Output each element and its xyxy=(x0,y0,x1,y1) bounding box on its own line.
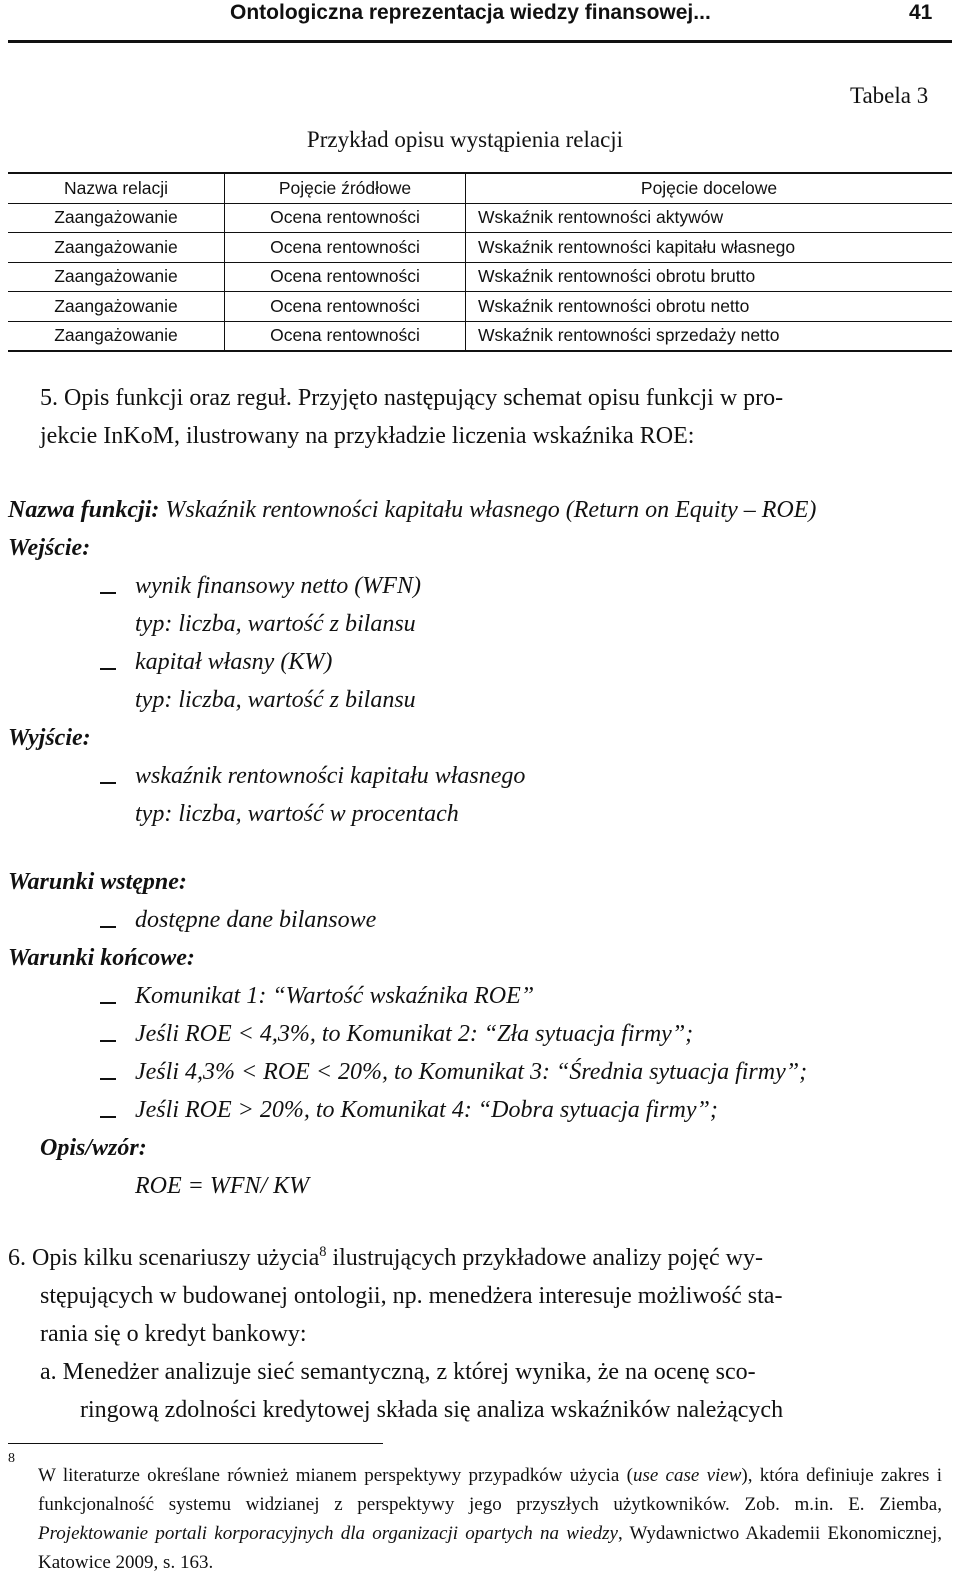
formula-label: Opis/wzór: xyxy=(40,1135,147,1161)
header-rule xyxy=(8,40,952,43)
table-cell: Zaangażowanie xyxy=(8,321,225,351)
postcondition-1: Komunikat 1: “Wartość wskaźnika ROE” xyxy=(135,983,535,1009)
table-header-row xyxy=(8,173,952,203)
section5-line1: 5. Opis funkcji oraz reguł. Przyjęto następujący schemat opisu funkcji w pro- xyxy=(40,385,784,411)
table-cell: Zaangażowanie xyxy=(8,233,225,263)
list-dash xyxy=(100,668,116,670)
section6-line2: stępujących w budowanej ontologii, np. menedżera interesuje możliwość sta- xyxy=(40,1283,783,1309)
postcondition-4: Jeśli ROE > 20%, to Komunikat 4: “Dobra sytuacja firmy”; xyxy=(135,1097,718,1123)
input-item-2: kapitał własny (KW) xyxy=(135,649,333,675)
table-cell: Zaangażowanie xyxy=(8,292,225,322)
table-caption: Przykład opisu wystąpienia relacji xyxy=(306,127,624,152)
table-cell: Wskaźnik rentowności kapitału własnego xyxy=(466,233,953,263)
input-label: Wejście: xyxy=(8,535,91,561)
output-item-1-type: typ: liczba, wartość w procentach xyxy=(135,801,459,827)
section6-line1-end: ilustrujących przykładowe analizy pojęć wy- xyxy=(326,1245,763,1271)
footnote-text-c: ), która definiuje zakres i funkcjonalność systemu widzianej z perspektywy jego przyszłych użytkowników. Zob. m.in. E. Ziemba, xyxy=(38,1465,942,1515)
table-header-cell: Pojęcie docelowe xyxy=(466,173,953,203)
footnote-rule xyxy=(8,1443,383,1444)
page-number: 41 xyxy=(909,1,933,24)
formula: ROE = WFN/ KW xyxy=(135,1173,310,1199)
list-dash xyxy=(100,782,116,784)
input-item-1: wynik finansowy netto (WFN) xyxy=(135,573,421,599)
section6-item-a-line1: a. Menedżer analizuje sieć semantyczną, z której wynika, że na ocenę sco- xyxy=(40,1359,756,1385)
section6-line3: rania się o kredyt bankowy: xyxy=(40,1321,307,1347)
precondition-1: dostępne dane bilansowe xyxy=(135,907,377,933)
function-name-label: Nazwa funkcji: xyxy=(8,497,160,523)
postconditions-label: Warunki końcowe: xyxy=(8,945,195,971)
table-header-cell: Nazwa relacji xyxy=(8,173,225,203)
section6-line1 xyxy=(8,1245,763,1272)
running-header xyxy=(0,0,960,30)
input-item-1-type: typ: liczba, wartość z bilansu xyxy=(135,611,416,637)
output-item-1: wskaźnik rentowności kapitału własnego xyxy=(135,763,526,789)
list-dash xyxy=(100,1040,116,1042)
table-cell: Ocena rentowności xyxy=(225,292,466,322)
table-cell: Ocena rentowności xyxy=(225,233,466,263)
section6-item-a-line2: ringową zdolności kredytowej składa się analiza wskaźników należących xyxy=(80,1397,784,1423)
footnote-text xyxy=(38,1461,942,1577)
function-name-line xyxy=(8,497,816,524)
running-header-title: Ontologiczna reprezentacja wiedzy finansowej... xyxy=(230,1,711,24)
section6-line1-start: 6. Opis kilku scenariuszy użycia xyxy=(8,1245,320,1271)
table-header-cell: Pojęcie źródłowe xyxy=(225,173,466,203)
section5-line2: jekcie InKoM, ilustrowany na przykładzie liczenia wskaźnika ROE: xyxy=(40,423,695,449)
table-row xyxy=(8,321,952,351)
table-label: Tabela 3 xyxy=(850,83,929,108)
table-cell: Zaangażowanie xyxy=(8,262,225,292)
list-dash xyxy=(100,1116,116,1118)
list-dash xyxy=(100,592,116,594)
relations-table xyxy=(8,172,952,352)
table-cell: Ocena rentowności xyxy=(225,203,466,233)
list-dash xyxy=(100,1002,116,1004)
table-cell: Wskaźnik rentowności obrotu brutto xyxy=(466,262,953,292)
output-label: Wyjście: xyxy=(8,725,91,751)
table-row xyxy=(8,203,952,233)
postcondition-3: Jeśli 4,3% < ROE < 20%, to Komunikat 3: “Średnia sytuacja firmy”; xyxy=(135,1059,808,1085)
table-cell: Wskaźnik rentowności obrotu netto xyxy=(466,292,953,322)
table-cell: Wskaźnik rentowności sprzedaży netto xyxy=(466,321,953,351)
footnote-text-b: use case view xyxy=(632,1465,742,1486)
footnote-text-a: W literaturze określane również mianem perspektywy przypadków użycia ( xyxy=(38,1465,633,1486)
input-item-2-type: typ: liczba, wartość z bilansu xyxy=(135,687,416,713)
table-cell: Zaangażowanie xyxy=(8,203,225,233)
list-dash xyxy=(100,926,116,928)
function-name-value: Wskaźnik rentowności kapitału własnego (Return on Equity – ROE) xyxy=(159,497,817,523)
table-row xyxy=(8,233,952,263)
table-row xyxy=(8,262,952,292)
footnote-ref: 8 xyxy=(319,1244,327,1260)
footnote-text-d: Projektowanie portali korporacyjnych dla organizacji opartych na wiedzy xyxy=(38,1523,618,1544)
footnote-text-e: , Wydawnictwo Akademii Ekonomicznej, Katowice 2009, s. 163. xyxy=(38,1523,943,1573)
footnote-mark: 8 xyxy=(8,1451,15,1466)
table-cell: Ocena rentowności xyxy=(225,262,466,292)
table-cell: Ocena rentowności xyxy=(225,321,466,351)
preconditions-label: Warunki wstępne: xyxy=(8,869,187,895)
list-dash xyxy=(100,1078,116,1080)
postcondition-2: Jeśli ROE < 4,3%, to Komunikat 2: “Zła sytuacja firmy”; xyxy=(135,1021,694,1047)
table-cell: Wskaźnik rentowności aktywów xyxy=(466,203,953,233)
table-row xyxy=(8,292,952,322)
